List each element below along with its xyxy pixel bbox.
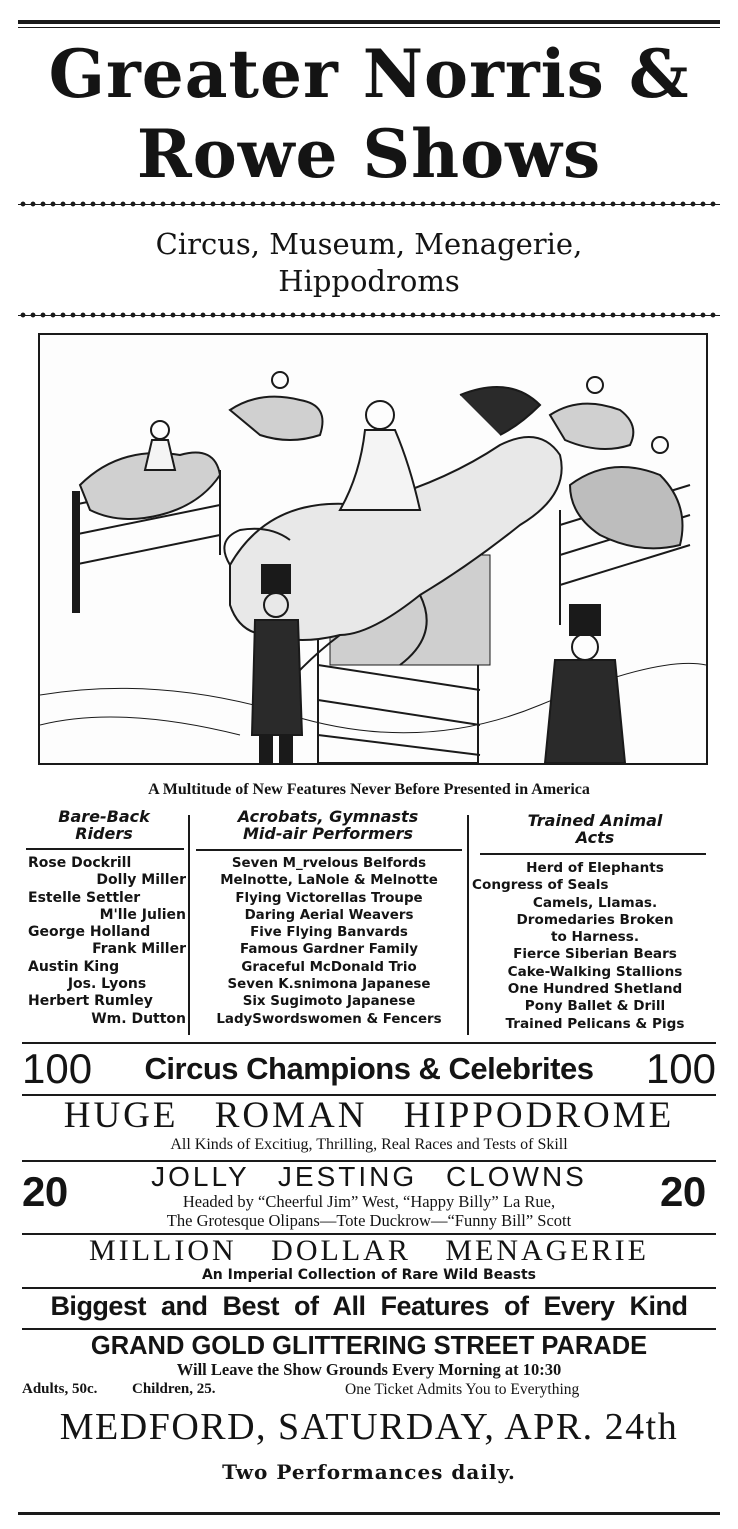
column-heading-animals-line1: Trained Animal bbox=[527, 811, 663, 830]
bareback-riders-list bbox=[28, 855, 186, 1028]
list-item: Seven K.snimona Japanese bbox=[227, 977, 431, 993]
acrobats-list bbox=[192, 855, 466, 1028]
list-item: M'lle Julien bbox=[99, 906, 186, 923]
hippodrome-title: HUGE ROMAN HIPPODROME bbox=[63, 1095, 675, 1136]
bottom-rule bbox=[18, 1512, 720, 1515]
column-heading-bareback-line1: Bare-Back bbox=[58, 807, 150, 826]
list-item: Fierce Siberian Bears bbox=[513, 946, 677, 963]
list-item: Herbert Rumley bbox=[28, 993, 153, 1010]
list-item: Wm. Dutton bbox=[91, 1010, 186, 1027]
list-item: Jos. Lyons bbox=[67, 976, 147, 993]
list-item: Famous Gardner Family bbox=[239, 942, 419, 958]
list-item: Flying Victorellas Troupe bbox=[235, 890, 423, 906]
event-performances: Two Performances daily. bbox=[222, 1460, 516, 1484]
subtitle-line-1: Circus, Museum, Menagerie, bbox=[155, 227, 583, 261]
horse-riders-engraving-icon bbox=[40, 335, 706, 763]
list-item: LadySwordswomen & Fencers bbox=[216, 1011, 442, 1027]
clowns-line-2: The Grotesque Olipans—Tote Duckrow—“Funny Bill” Scott bbox=[166, 1211, 572, 1230]
column-divider-1 bbox=[188, 815, 190, 1035]
list-item: George Holland bbox=[28, 924, 151, 941]
list-item: Austin King bbox=[28, 958, 120, 975]
price-adults: Adults, 50c. bbox=[22, 1381, 98, 1397]
list-item: Daring Aerial Weavers bbox=[244, 907, 414, 923]
column-heading-underline-3 bbox=[480, 853, 706, 855]
list-item: to Harness. bbox=[550, 929, 640, 946]
title-line-1: Greater Norris & bbox=[48, 35, 690, 113]
top-rule bbox=[18, 20, 720, 24]
column-heading-acrobats bbox=[192, 808, 464, 842]
ticket-note: One Ticket Admits You to Everything bbox=[345, 1381, 580, 1398]
column-heading-acrobats-line2: Mid-air Performers bbox=[242, 824, 414, 843]
clowns-count-right: 20 bbox=[660, 1168, 706, 1215]
column-divider-2 bbox=[467, 815, 469, 1035]
column-heading-underline-2 bbox=[196, 849, 462, 851]
clowns-count-left: 20 bbox=[22, 1168, 68, 1215]
list-item: Herd of Elephants bbox=[526, 860, 664, 876]
subtitle-line-2: Hippodroms bbox=[278, 264, 460, 298]
illustration-caption: A Multitude of New Features Never Before Presented in America bbox=[148, 781, 590, 798]
menagerie-title: MILLION DOLLAR MENAGERIE bbox=[89, 1234, 649, 1267]
dotted-divider-2 bbox=[18, 310, 720, 320]
list-item: Five Flying Banvards bbox=[250, 925, 408, 941]
list-item: Estelle Settler bbox=[28, 889, 141, 906]
champions-count-left: 100 bbox=[22, 1045, 93, 1092]
champions-text: Circus Champions & Celebrites bbox=[144, 1051, 594, 1086]
list-item: One Hundred Shetland bbox=[507, 981, 683, 998]
column-heading-bareback-line2: Riders bbox=[75, 824, 133, 843]
list-item: Dolly Miller bbox=[96, 872, 186, 889]
menagerie-bottom-rule bbox=[22, 1287, 716, 1289]
column-heading-underline-1 bbox=[26, 848, 184, 850]
clowns-title: JOLLY JESTING CLOWNS bbox=[151, 1161, 587, 1192]
champions-count-right: 100 bbox=[645, 1045, 716, 1092]
list-item: Congress of Seals bbox=[472, 877, 609, 894]
champions-banner bbox=[22, 1045, 716, 1093]
parade-title: GRAND GOLD GLITTERING STREET PARADE bbox=[90, 1332, 648, 1360]
clowns-line-1: Headed by “Cheerful Jim” West, “Happy Billy” La Rue, bbox=[182, 1192, 556, 1211]
trained-animal-acts-list bbox=[472, 860, 718, 1033]
menagerie-subtitle: An Imperial Collection of Rare Wild Beasts bbox=[201, 1267, 537, 1283]
column-heading-bareback bbox=[22, 808, 186, 842]
title-line-2: Rowe Shows bbox=[136, 115, 602, 193]
parade-subtitle: Will Leave the Show Grounds Every Morning at 10:30 bbox=[176, 1360, 562, 1379]
clowns-block bbox=[80, 1162, 658, 1230]
list-item: Frank Miller bbox=[92, 941, 186, 958]
horse-jumping-illustration bbox=[38, 333, 708, 765]
list-item: Trained Pelicans & Pigs bbox=[505, 1015, 685, 1032]
champions-top-rule bbox=[22, 1042, 716, 1044]
list-item: Dromedaries Broken bbox=[516, 911, 674, 928]
list-item: Rose Dockrill bbox=[28, 855, 132, 871]
event-location-date: MEDFORD, SATURDAY, APR. 24th bbox=[59, 1406, 679, 1448]
biggest-text: Biggest and Best of All Features of Every Kind bbox=[50, 1291, 688, 1321]
dotted-divider-1 bbox=[18, 199, 720, 209]
list-item: Seven M_rvelous Belfords bbox=[231, 856, 427, 871]
column-heading-animals bbox=[470, 812, 720, 846]
hippodrome-subtitle: All Kinds of Excitiug, Thrilling, Real Races and Tests of Skill bbox=[170, 1136, 568, 1153]
list-item: Melnotte, LaNole & Melnotte bbox=[220, 873, 438, 889]
list-item: Pony Ballet & Drill bbox=[524, 998, 666, 1015]
list-item: Cake-Walking Stallions bbox=[507, 963, 683, 980]
biggest-bottom-rule bbox=[22, 1328, 716, 1330]
column-heading-acrobats-line1: Acrobats, Gymnasts bbox=[237, 807, 419, 826]
list-item: Graceful McDonald Trio bbox=[241, 959, 417, 975]
column-heading-animals-line2: Acts bbox=[575, 828, 615, 847]
price-children: Children, 25. bbox=[132, 1381, 216, 1397]
list-item: Camels, Llamas. bbox=[532, 894, 658, 911]
top-rule-thin bbox=[18, 27, 720, 28]
list-item: Six Sugimoto Japanese bbox=[242, 994, 416, 1010]
